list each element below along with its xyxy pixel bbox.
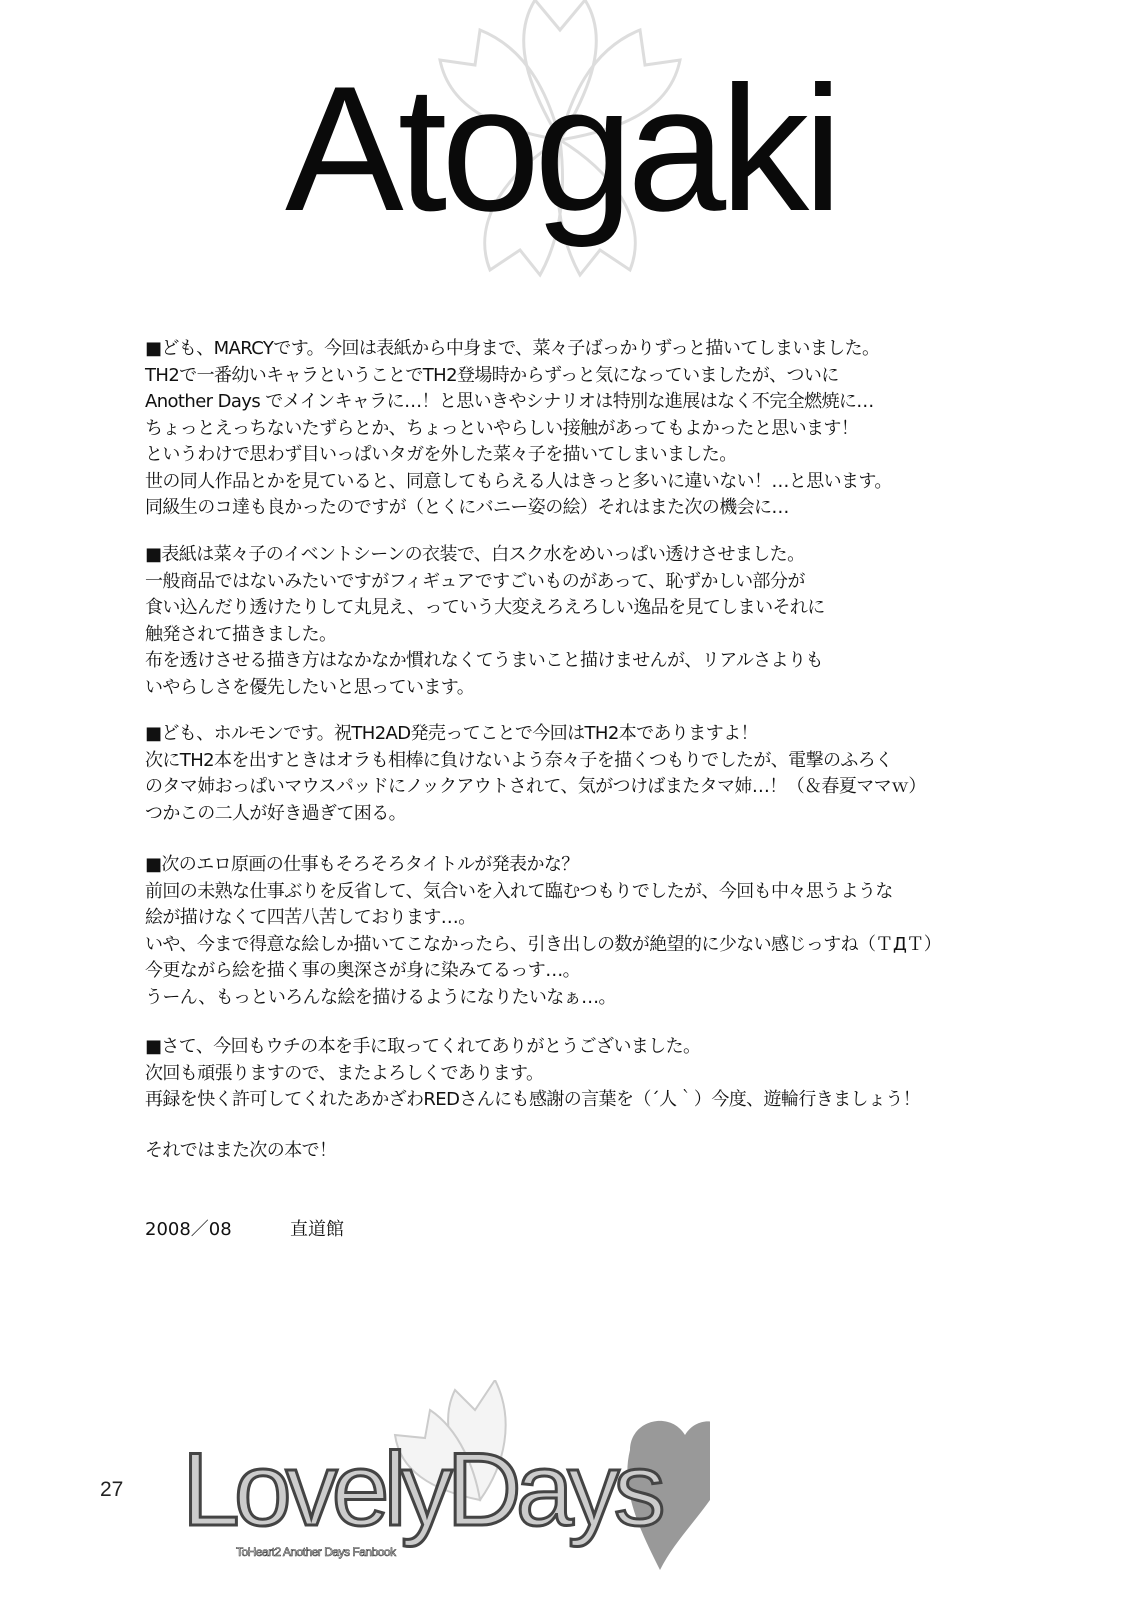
text-line: いやらしさを優先したいと思っています。	[145, 676, 475, 698]
text-line: というわけで思わず目いっぱいタガを外した菜々子を描いてしまいました。	[145, 444, 737, 465]
text-line: 今更ながら絵を描く事の奥深さが身に染みてるっす…。	[145, 960, 580, 981]
paragraph-closing	[145, 1034, 920, 1114]
logo-title: LovelyDays	[182, 1432, 660, 1548]
text-line: 食い込んだり透けたりして丸見え、っていう大変えろえろしい逸品を見てしまいそれに	[145, 597, 825, 618]
paragraph-farewell	[145, 1138, 336, 1165]
text-line: 次回も頑張りますので、またよろしくであります。	[145, 1062, 544, 1084]
text-line: 再録を快く許可してくれたあかざわREDさんにも感謝の言葉を（´人｀）今度、遊輪行きましょう！	[145, 1089, 921, 1110]
text-line: 絵が描けなくて四苦八苦しております…。	[145, 907, 476, 928]
paragraph-marcy-1	[145, 336, 892, 522]
text-line: 触発されて描きました。	[145, 623, 337, 645]
page-title: Atogaki	[285, 49, 837, 248]
text-line: ■ども、MARCYです。今回は表紙から中身まで、菜々子ばっかりずっと描いてしまいました。	[145, 338, 880, 359]
paragraph-marcy-2	[145, 542, 825, 701]
text-line: のタマ姉おっぱいマウスパッドにノックアウトされて、気がつけばまたタマ姉…！（＆春夏ママｗ）	[145, 776, 926, 797]
text-line: 次にTH2本を出すときはオラも相棒に負けないよう奈々子を描くつもりでしたが、電撃のふろく	[145, 749, 893, 771]
paragraph-horumon-1	[145, 721, 926, 827]
text-line: ■表紙は菜々子のイベントシーンの衣装で、白スク水をめいっぱい透けさせました。	[145, 544, 805, 565]
text-line: Another Days でメインキャラに…！と思いきやシナリオは特別な進展はなく不完全燃焼に…	[145, 391, 874, 412]
text-line: 布を透けさせる描き方はなかなか慣れなくてうまいこと描けませんが、リアルさよりも	[145, 650, 823, 671]
text-line: 同級生のコ達も良かったのですが（とくにバニー姿の絵）それはまた次の機会に…	[145, 497, 789, 518]
text-line: それではまた次の本で！	[145, 1140, 337, 1161]
text-line: TH2で一番幼いキャラということでTH2登場時からずっと気になっていましたが、ついに	[145, 364, 839, 386]
text-line: つかこの二人が好き過ぎて困る。	[145, 802, 406, 824]
text-line: ■ども、ホルモンです。祝TH2AD発売ってことで今回はTH2本でありますよ！	[145, 723, 758, 744]
text-line: 世の同人作品とかを見ていると、同意してもらえる人はきっと多いに違いない！…と思います。	[145, 470, 892, 492]
text-line: ちょっとえっちないたずらとか、ちょっといやらしい接触があってもよかったと思います！	[145, 417, 859, 439]
paragraph-horumon-2	[145, 852, 941, 1011]
text-line: いや、今まで得意な絵しか描いてこなかったら、引き出しの数が絶望的に少ない感じっすね（ＴДＴ）	[145, 933, 942, 955]
page-number: 27	[100, 1478, 124, 1501]
text-line: ■次のエロ原画の仕事もそろそろタイトルが発表かな？	[145, 854, 579, 875]
date: 2008／08	[145, 1219, 232, 1240]
text-line: 一般商品ではないみたいですがフィギュアですごいものがあって、恥ずかしい部分が	[145, 570, 805, 592]
logo-subtitle: ToHeart2 Another Days Fanbook	[236, 1545, 396, 1559]
text-line: 前回の未熟な仕事ぶりを反省して、気合いを入れて臨むつもりでしたが、今回も中々思うような	[145, 880, 893, 902]
text-line: うーん、もっといろんな絵を描けるようになりたいなぁ…。	[145, 986, 616, 1008]
text-line: ■さて、今回もウチの本を手に取ってくれてありがとうございました。	[145, 1036, 701, 1057]
circle-name: 直道館	[290, 1219, 344, 1240]
